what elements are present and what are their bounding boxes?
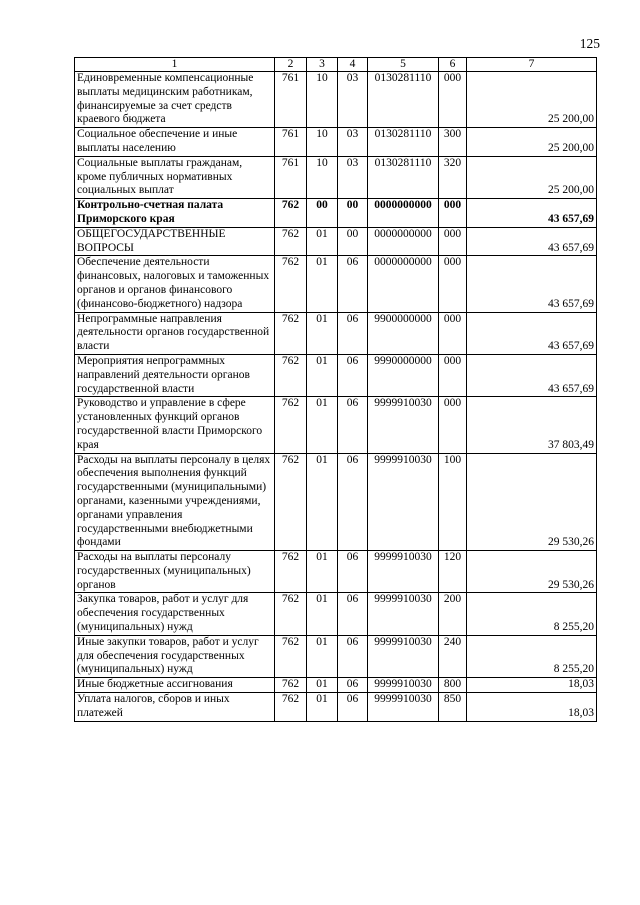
section-code-cell: 01 xyxy=(307,593,338,635)
admin-code-cell: 762 xyxy=(275,312,307,354)
amount-cell: 18,03 xyxy=(467,678,597,693)
target-article-cell: 9999910030 xyxy=(368,678,439,693)
amount-cell: 37 803,49 xyxy=(467,397,597,453)
header-cell: 4 xyxy=(338,58,368,72)
row-name-cell: Расходы на выплаты персоналу в целях обеспечения выполнения функций государственными (муниципальными) органами, казенными учреждениями, органами управления государственными внебюджетными фондами xyxy=(75,453,275,551)
target-article-cell: 9900000000 xyxy=(368,312,439,354)
subsection-code-cell: 06 xyxy=(338,693,368,722)
page-number: 125 xyxy=(579,36,600,51)
subsection-code-cell: 06 xyxy=(338,678,368,693)
row-name-cell: Расходы на выплаты персоналу государственных (муниципальных) органов xyxy=(75,551,275,593)
table-row xyxy=(75,199,597,228)
admin-code-cell: 761 xyxy=(275,156,307,198)
header-cell: 7 xyxy=(467,58,597,72)
admin-code-cell: 762 xyxy=(275,551,307,593)
admin-code-cell: 762 xyxy=(275,227,307,256)
section-code-cell: 00 xyxy=(307,199,338,228)
expense-type-cell: 120 xyxy=(439,551,467,593)
row-name-cell: Непрограммные направления деятельности органов государственной власти xyxy=(75,312,275,354)
header-cell: 3 xyxy=(307,58,338,72)
admin-code-cell: 762 xyxy=(275,199,307,228)
subsection-code-cell: 03 xyxy=(338,156,368,198)
table-row xyxy=(75,397,597,453)
target-article-cell: 0130281110 xyxy=(368,72,439,128)
row-name-cell: Единовременные компенсационные выплаты медицинским работникам, финансируемые за счет средств краевого бюджета xyxy=(75,72,275,128)
table-row xyxy=(75,678,597,693)
amount-cell: 8 255,20 xyxy=(467,635,597,677)
amount-cell: 25 200,00 xyxy=(467,156,597,198)
target-article-cell: 0000000000 xyxy=(368,256,439,312)
table-row xyxy=(75,693,597,722)
row-name-cell: Социальные выплаты гражданам, кроме публичных нормативных социальных выплат xyxy=(75,156,275,198)
subsection-code-cell: 06 xyxy=(338,453,368,551)
expense-type-cell: 200 xyxy=(439,593,467,635)
expense-type-cell: 000 xyxy=(439,354,467,396)
section-code-cell: 10 xyxy=(307,156,338,198)
expense-type-cell: 800 xyxy=(439,678,467,693)
table-row xyxy=(75,354,597,396)
admin-code-cell: 762 xyxy=(275,635,307,677)
target-article-cell: 9999910030 xyxy=(368,635,439,677)
section-code-cell: 01 xyxy=(307,635,338,677)
amount-cell: 43 657,69 xyxy=(467,227,597,256)
expense-type-cell: 000 xyxy=(439,397,467,453)
subsection-code-cell: 06 xyxy=(338,635,368,677)
section-code-cell: 01 xyxy=(307,693,338,722)
amount-cell: 29 530,26 xyxy=(467,453,597,551)
table-row xyxy=(75,156,597,198)
expense-type-cell: 320 xyxy=(439,156,467,198)
row-name-cell: Уплата налогов, сборов и иных платежей xyxy=(75,693,275,722)
row-name-cell: ОБЩЕГОСУДАРСТВЕННЫЕ ВОПРОСЫ xyxy=(75,227,275,256)
header-cell: 6 xyxy=(439,58,467,72)
amount-cell: 43 657,69 xyxy=(467,354,597,396)
table-row xyxy=(75,312,597,354)
admin-code-cell: 762 xyxy=(275,256,307,312)
expense-type-cell: 000 xyxy=(439,199,467,228)
header-cell: 5 xyxy=(368,58,439,72)
table-row xyxy=(75,128,597,157)
row-name-cell: Контрольно-счетная палата Приморского края xyxy=(75,199,275,228)
target-article-cell: 0130281110 xyxy=(368,156,439,198)
admin-code-cell: 762 xyxy=(275,397,307,453)
amount-cell: 29 530,26 xyxy=(467,551,597,593)
target-article-cell: 0130281110 xyxy=(368,128,439,157)
target-article-cell: 0000000000 xyxy=(368,199,439,228)
admin-code-cell: 762 xyxy=(275,354,307,396)
amount-cell: 8 255,20 xyxy=(467,593,597,635)
budget-table xyxy=(74,57,597,722)
table-row xyxy=(75,593,597,635)
admin-code-cell: 762 xyxy=(275,678,307,693)
subsection-code-cell: 03 xyxy=(338,72,368,128)
subsection-code-cell: 06 xyxy=(338,256,368,312)
expense-type-cell: 000 xyxy=(439,312,467,354)
row-name-cell: Социальное обеспечение и иные выплаты населению xyxy=(75,128,275,157)
subsection-code-cell: 03 xyxy=(338,128,368,157)
row-name-cell: Обеспечение деятельности финансовых, налоговых и таможенных органов и органов финансового (финансово-бюджетного) надзора xyxy=(75,256,275,312)
table-row xyxy=(75,227,597,256)
header-row xyxy=(75,58,597,72)
section-code-cell: 01 xyxy=(307,397,338,453)
row-name-cell: Руководство и управление в сфере установленных функций органов государственной власти Приморского края xyxy=(75,397,275,453)
subsection-code-cell: 00 xyxy=(338,199,368,228)
section-code-cell: 01 xyxy=(307,453,338,551)
target-article-cell: 0000000000 xyxy=(368,227,439,256)
table-row xyxy=(75,551,597,593)
section-code-cell: 01 xyxy=(307,227,338,256)
amount-cell: 43 657,69 xyxy=(467,312,597,354)
subsection-code-cell: 06 xyxy=(338,397,368,453)
section-code-cell: 01 xyxy=(307,312,338,354)
expense-type-cell: 300 xyxy=(439,128,467,157)
row-name-cell: Закупка товаров, работ и услуг для обеспечения государственных (муниципальных) нужд xyxy=(75,593,275,635)
target-article-cell: 9999910030 xyxy=(368,453,439,551)
target-article-cell: 9999910030 xyxy=(368,397,439,453)
table-row xyxy=(75,256,597,312)
section-code-cell: 01 xyxy=(307,256,338,312)
expense-type-cell: 100 xyxy=(439,453,467,551)
budget-table-body xyxy=(75,58,597,722)
expense-type-cell: 000 xyxy=(439,227,467,256)
target-article-cell: 9999910030 xyxy=(368,551,439,593)
amount-cell: 25 200,00 xyxy=(467,128,597,157)
target-article-cell: 9999910030 xyxy=(368,693,439,722)
expense-type-cell: 000 xyxy=(439,72,467,128)
amount-cell: 25 200,00 xyxy=(467,72,597,128)
subsection-code-cell: 06 xyxy=(338,312,368,354)
subsection-code-cell: 06 xyxy=(338,354,368,396)
subsection-code-cell: 06 xyxy=(338,593,368,635)
subsection-code-cell: 00 xyxy=(338,227,368,256)
amount-cell: 18,03 xyxy=(467,693,597,722)
admin-code-cell: 762 xyxy=(275,453,307,551)
section-code-cell: 10 xyxy=(307,128,338,157)
section-code-cell: 10 xyxy=(307,72,338,128)
table-row xyxy=(75,72,597,128)
header-cell: 2 xyxy=(275,58,307,72)
subsection-code-cell: 06 xyxy=(338,551,368,593)
table-row xyxy=(75,635,597,677)
admin-code-cell: 761 xyxy=(275,128,307,157)
expense-type-cell: 850 xyxy=(439,693,467,722)
admin-code-cell: 761 xyxy=(275,72,307,128)
target-article-cell: 9990000000 xyxy=(368,354,439,396)
row-name-cell: Мероприятия непрограммных направлений деятельности органов государственной власти xyxy=(75,354,275,396)
header-cell: 1 xyxy=(75,58,275,72)
target-article-cell: 9999910030 xyxy=(368,593,439,635)
admin-code-cell: 762 xyxy=(275,693,307,722)
section-code-cell: 01 xyxy=(307,551,338,593)
row-name-cell: Иные бюджетные ассигнования xyxy=(75,678,275,693)
admin-code-cell: 762 xyxy=(275,593,307,635)
amount-cell: 43 657,69 xyxy=(467,199,597,228)
table-row xyxy=(75,453,597,551)
section-code-cell: 01 xyxy=(307,354,338,396)
section-code-cell: 01 xyxy=(307,678,338,693)
expense-type-cell: 240 xyxy=(439,635,467,677)
amount-cell: 43 657,69 xyxy=(467,256,597,312)
expense-type-cell: 000 xyxy=(439,256,467,312)
row-name-cell: Иные закупки товаров, работ и услуг для обеспечения государственных (муниципальных) нужд xyxy=(75,635,275,677)
